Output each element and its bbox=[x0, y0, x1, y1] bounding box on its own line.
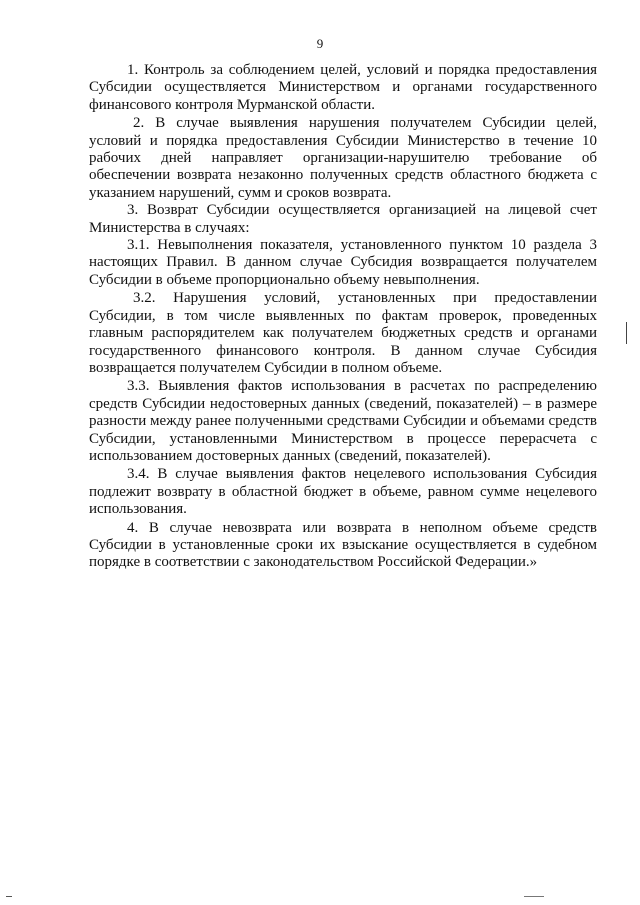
paragraph-3-4-misuse: 3.4. В случае выявления фактов нецелевого использования Субсидия подлежит возврату в областной бюджет в объеме, равном сумме нецелевого использования. bbox=[89, 466, 597, 518]
paragraph-1-control: 1. Контроль за соблюдением целей, условий и порядка предоставления Субсидии осуществляется Министерством и органами государственного финансового контроля Мурманской области. bbox=[89, 62, 597, 113]
paragraph-4-court-recovery: 4. В случае невозврата или возврата в неполном объеме средств Субсидии в установленные сроки их взыскание осуществляется в судебном порядке в соответствии с законодательством Российской Федерации.» bbox=[89, 519, 597, 571]
paragraph-3-return: 3. Возврат Субсидии осуществляется организацией на лицевой счет Министерства в случаях: bbox=[89, 202, 597, 236]
page-number: 9 bbox=[316, 36, 324, 51]
scan-artifact-left bbox=[6, 896, 12, 897]
document-body bbox=[89, 62, 597, 572]
paragraph-3-2-violation-conditions: 3.2. Нарушения условий, установленных при предоставлении Субсидии, в том числе выявленных по фактам проверок, проведенных главным распорядителем как получателем бюджетных средств и органами государственного финансового контроля. В данном случае Субсидия возвращается получателем Субсидии в полном объеме. bbox=[89, 290, 597, 376]
paragraph-3-1-non-fulfillment: 3.1. Невыполнения показателя, установленного пунктом 10 раздела 3 настоящих Правил. В данном случае Субсидия возвращается получателем Субсидии в объеме пропорционально объему невыполнения. bbox=[89, 237, 597, 288]
paragraph-3-3-false-data: 3.3. Выявления фактов использования в расчетах по распределению средств Субсидии недостоверных данных (сведений, показателей) – в размере разности между ранее полученными средствами Субсидии и объемами средств Субсидии, установленными Министерством в процессе перерасчета с использованием достоверных данных (сведений, показателей). bbox=[89, 378, 597, 464]
scan-artifact-right bbox=[524, 896, 544, 897]
margin-scan-mark bbox=[626, 322, 627, 344]
paragraph-2-violation: 2. В случае выявления нарушения получателем Субсидии целей, условий и порядка предоставления Субсидии Министерство в течение 10 рабочих дней направляет организации-нарушителю требование об обеспечении возврата незаконно полученных средств областного бюджета с указанием нарушений, сумм и сроков возврата. bbox=[89, 115, 597, 201]
